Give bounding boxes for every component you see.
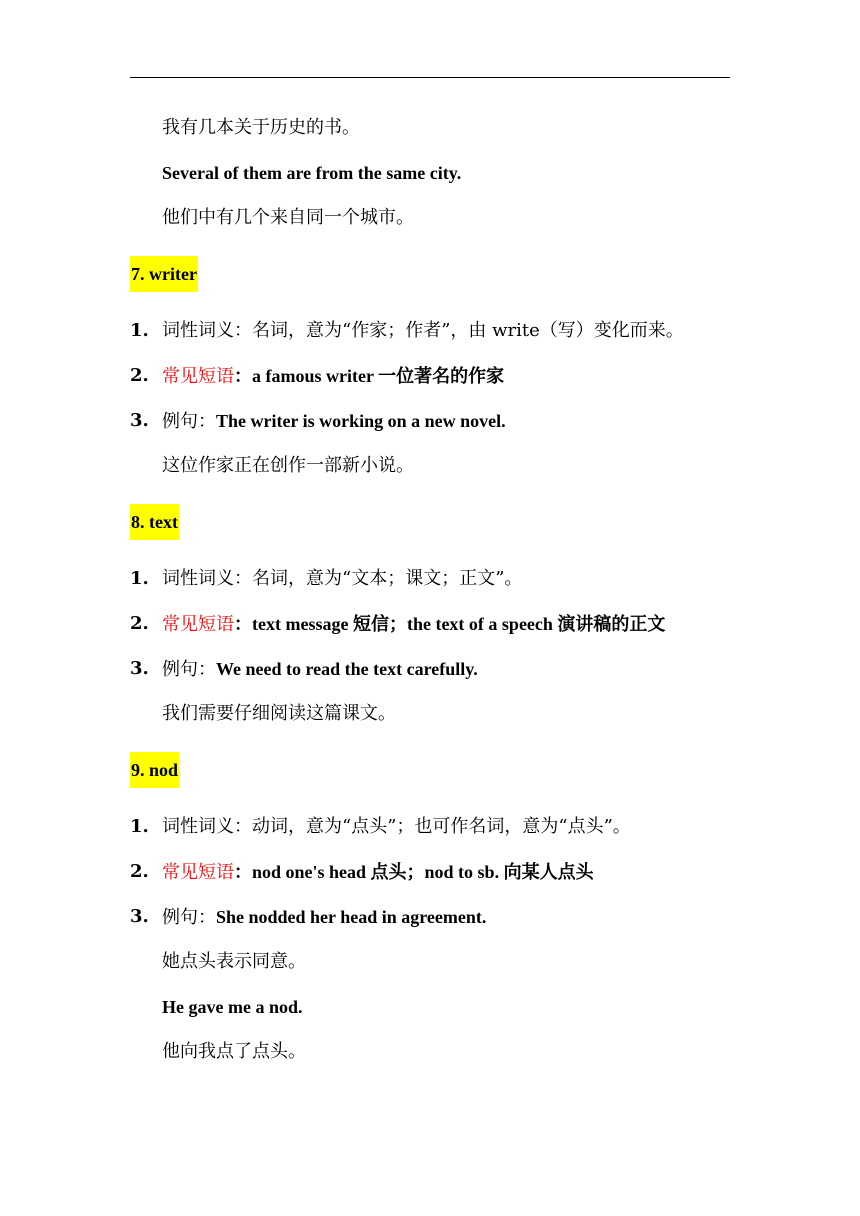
example-label: 例句： bbox=[162, 659, 216, 680]
definition-label: 词性词义： bbox=[162, 320, 252, 341]
phrase-line bbox=[162, 365, 504, 388]
definition-line bbox=[162, 816, 631, 838]
example-text: She nodded her head in agreement. bbox=[216, 907, 487, 927]
definition-line bbox=[162, 320, 684, 342]
example-translation: 她点头表示同意。 bbox=[162, 951, 306, 972]
example-line bbox=[162, 906, 486, 929]
example-text: We need to read the text carefully. bbox=[216, 659, 478, 679]
example-label: 例句： bbox=[162, 411, 216, 432]
intro-line-en: Several of them are from the same city. bbox=[162, 163, 462, 183]
intro-line-zh-2: 他们中有几个来自同一个城市。 bbox=[162, 207, 414, 228]
example-translation: 这位作家正在创作一部新小说。 bbox=[162, 455, 414, 476]
example-label: 例句： bbox=[162, 907, 216, 928]
item-number: 1. bbox=[130, 568, 149, 589]
item-number: 3. bbox=[130, 906, 149, 927]
item-number: 1. bbox=[130, 816, 149, 837]
phrase-line bbox=[162, 613, 665, 636]
definition-text: 动词，意为“点头”；也可作名词，意为“点头”。 bbox=[252, 816, 631, 837]
phrase-label: 常见短语 bbox=[162, 366, 234, 387]
definition-label: 词性词义： bbox=[162, 816, 252, 837]
phrase-label: 常见短语 bbox=[162, 862, 234, 883]
definition-label: 词性词义： bbox=[162, 568, 252, 589]
definition-line bbox=[162, 568, 522, 590]
example-extra-zh: 他向我点了点头。 bbox=[162, 1041, 306, 1062]
header-rule bbox=[130, 77, 730, 78]
phrase-text: ：nod one's head 点头；nod to sb. 向某人点头 bbox=[234, 862, 594, 882]
section-heading-text: 8. text bbox=[130, 504, 179, 540]
phrase-text: ：text message 短信；the text of a speech 演讲稿的正文 bbox=[234, 614, 666, 634]
section-heading-writer: 7. writer bbox=[130, 256, 198, 292]
item-number: 1. bbox=[130, 320, 149, 341]
example-translation: 我们需要仔细阅读这篇课文。 bbox=[162, 703, 396, 724]
example-text: The writer is working on a new novel. bbox=[216, 411, 506, 431]
example-line bbox=[162, 410, 506, 433]
item-number: 3. bbox=[130, 410, 149, 431]
phrase-text: ：a famous writer 一位著名的作家 bbox=[234, 366, 505, 386]
phrase-label: 常见短语 bbox=[162, 614, 234, 635]
definition-text: 名词，意为“文本；课文；正文”。 bbox=[252, 568, 523, 589]
definition-text: 名词，意为“作家；作者”，由 write（写）变化而来。 bbox=[252, 320, 684, 341]
item-number: 2. bbox=[130, 861, 149, 882]
item-number: 2. bbox=[130, 613, 149, 634]
intro-line-zh-1: 我有几本关于历史的书。 bbox=[162, 117, 360, 138]
item-number: 2. bbox=[130, 365, 149, 386]
section-heading-nod: 9. nod bbox=[130, 752, 179, 788]
example-line bbox=[162, 658, 478, 681]
item-number: 3. bbox=[130, 658, 149, 679]
example-extra-en: He gave me a nod. bbox=[162, 997, 303, 1017]
phrase-line bbox=[162, 861, 594, 884]
